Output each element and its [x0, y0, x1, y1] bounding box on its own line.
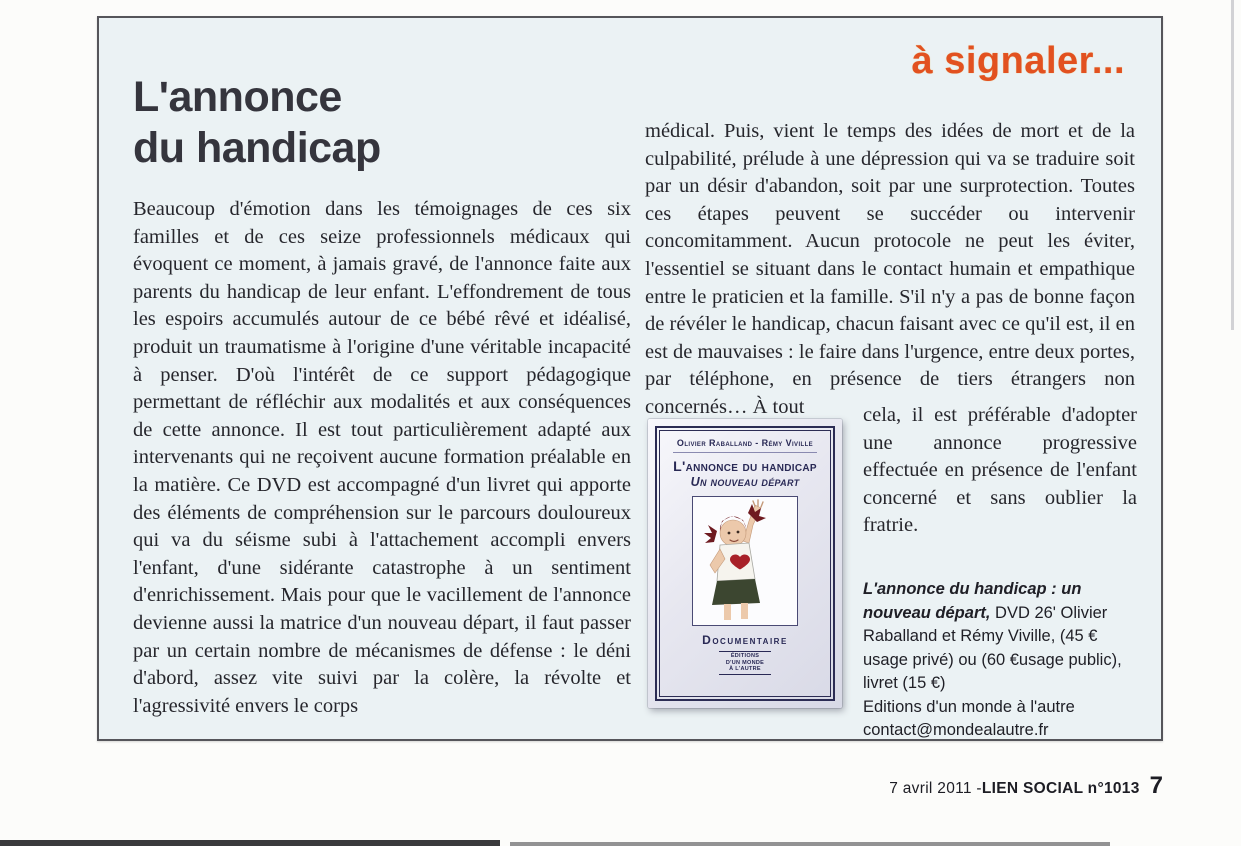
publisher-line2: D'UN MONDE — [725, 659, 765, 666]
dvd-cover-publisher-logo — [719, 651, 771, 675]
dvd-cover-authors: Olivier Raballand - Rémy Viville — [676, 438, 814, 448]
article-column-left: Beaucoup d'émotion dans les témoignages de ces six familles et de ces seize professionnels médicaux qui évoquent ce moment, à jamais gravé, de l'annonce faite aux parents du handicap de leur enfant. L'effondrement de tous les espoirs accumulés autour de ce bébé rêvé et idéalisé, produit un traumatisme à l'origine d'une véritable incapacité à penser. D'où l'intérêt de ce support pédagogique permettant de réfléchir aux modalités et aux conséquences de cette annonce. Il est tout particulièrement adapté aux intervenants qui ne reçoivent aucune formation préalable en la matière. Ce DVD est accompagné d'un livret qui apporte des éléments de compréhension sur le parcours douloureux qui va du séisme subi à l'attachement accompli envers l'enfant, d'une sidérante catastrophe à un sentiment d'enrichissement. Mais pour que le vacillement de l'annonce devienne aussi la matrice d'un nouveau départ, il faut passer par un certain nombre de mécanismes de défense : le déni d'abord, assez vite suivi par la colère, la révolte et l'agressivité envers le corps — [133, 198, 631, 717]
caption-title: L'annonce du handicap : un nouveau départ, — [863, 580, 1082, 622]
publisher-line1: ÉDITIONS — [730, 653, 760, 659]
caption-details: DVD 26' Olivier Raballand et Rémy Viville, (45 € usage privé) ou (60 €usage public), livret (15 €) — [863, 603, 1122, 692]
dvd-cover-rule — [673, 452, 817, 453]
article-column-right-top: médical. Puis, vient le temps des idées de mort et de la culpabilité, prélude à une dépression qui va se traduire soit par un désir d'abandon, soit par une surprotection. Toutes ces étapes peuvent se succéder ou intervenir concomitamment. Aucun protocole ne peut les éviter, l'essentiel se situant dans le contact humain et empathique entre le praticien et la famille. S'il n'y a pas de bonne façon de révéler le handicap, chacun faisant avec ce qu'il est, il en est de mauvaises : le faire dans l'urgence, entre deux portes, par téléphone, en présence de tiers étrangers non concernés… À tout — [645, 120, 1135, 418]
dvd-cover-genre: Documentaire — [702, 633, 788, 647]
caption-email: contact@mondealautre.fr — [863, 721, 1049, 739]
dvd-cover-subtitle: Un nouveau départ — [690, 475, 800, 489]
article-column-right-wrap: cela, il est préférable d'adopter une annonce progressive effectuée en présence de l'enfant concerné et sans oublier la fratrie. — [863, 404, 1137, 537]
scan-artifact-edge — [1231, 0, 1234, 330]
dvd-cover-illustration — [692, 496, 798, 626]
footer-page-number: 7 — [1149, 772, 1163, 799]
article-title-line1: L'annonce — [133, 73, 342, 121]
article-title — [133, 72, 381, 174]
scan-artifact-strip-left — [0, 840, 500, 846]
dvd-reference-caption — [863, 578, 1141, 743]
caption-publisher: Editions d'un monde à l'autre — [863, 697, 1075, 716]
dvd-cover — [648, 419, 842, 708]
article-title-line2: du handicap — [133, 124, 381, 172]
dvd-cover-content — [661, 432, 829, 695]
footer-magazine-name: LIEN SOCIAL n°1013 — [981, 780, 1140, 797]
publisher-line3: À L'AUTRE — [729, 666, 761, 672]
section-label: à signaler... — [911, 40, 1125, 82]
scan-artifact-strip-right — [510, 842, 1110, 846]
footer-date: 7 avril 2011 - — [889, 780, 982, 797]
page-footer — [889, 772, 1163, 800]
article-panel — [97, 16, 1163, 741]
girl-with-heart-illustration — [693, 497, 797, 625]
dvd-cover-title: L'annonce du handicap — [673, 458, 817, 474]
